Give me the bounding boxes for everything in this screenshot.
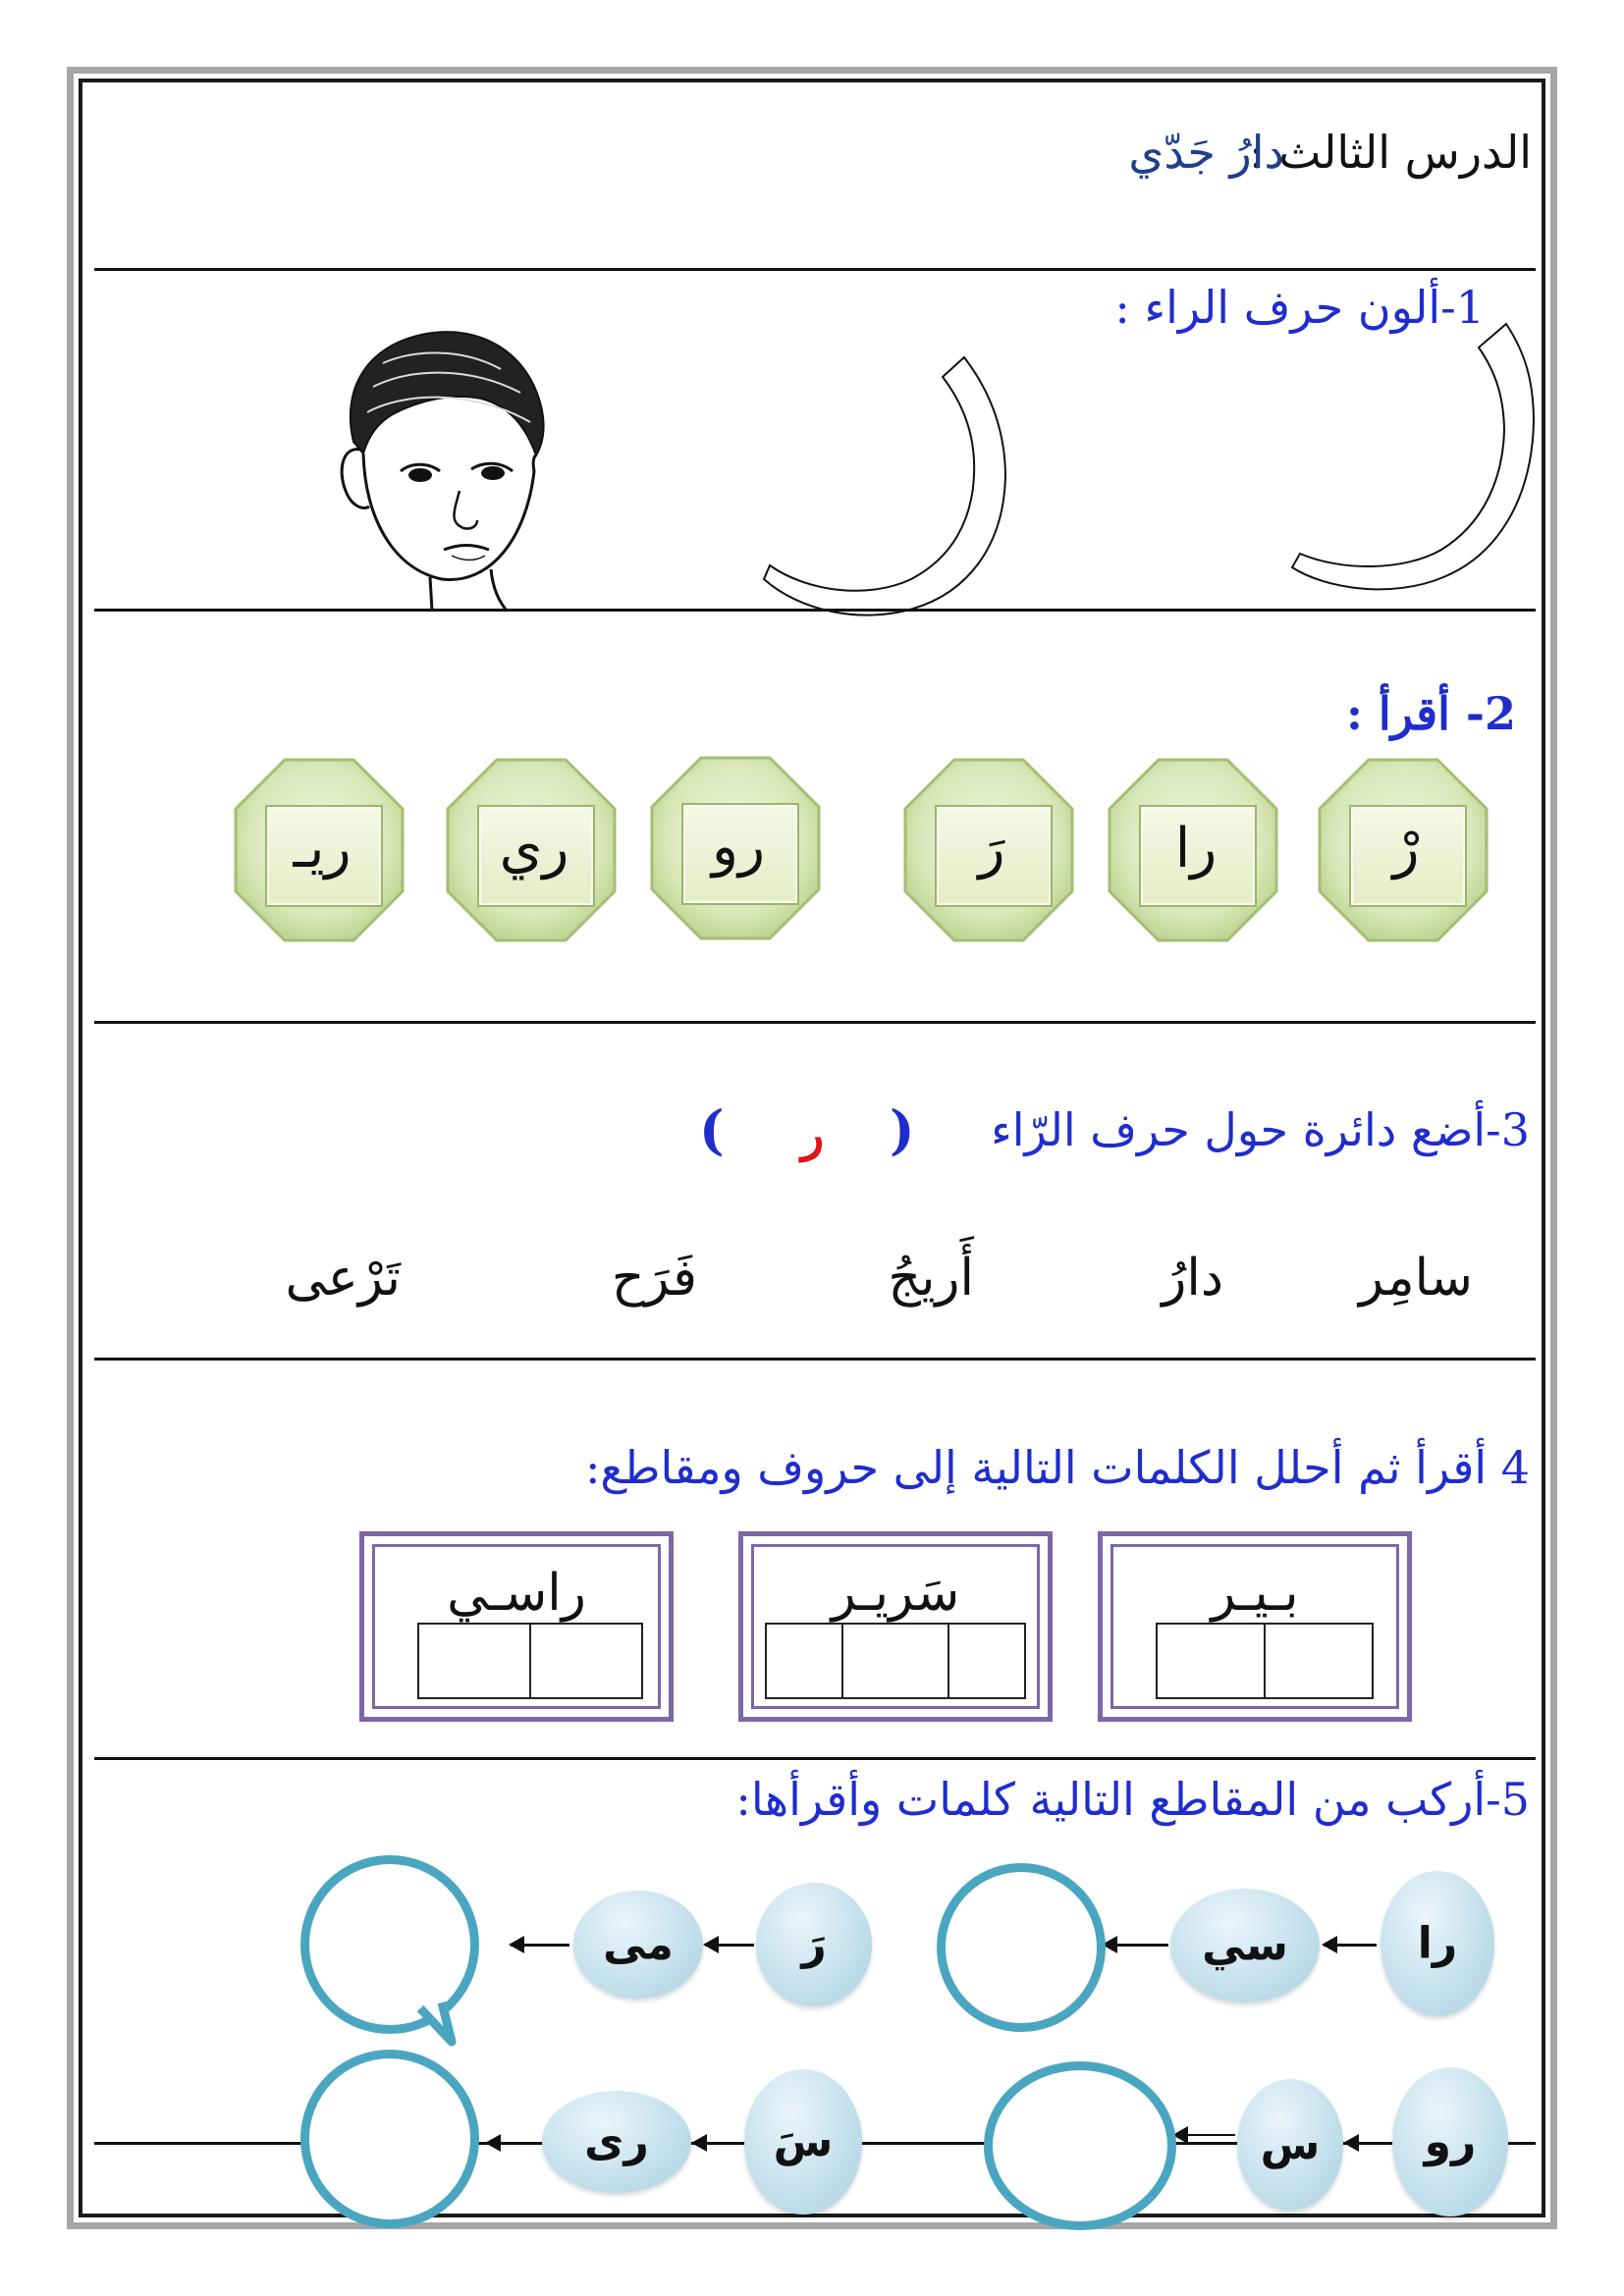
divider-3 [94, 1021, 1536, 1024]
arrow-left-icon [511, 1944, 569, 1947]
syllable-tile [648, 754, 823, 942]
syllable-oval: مى [573, 1891, 703, 1999]
ex2-title: 2- أقرأ : [1345, 687, 1516, 740]
ex3-word-3[interactable]: أَريجُ [888, 1249, 974, 1308]
syllable-oval: رو [1392, 2067, 1508, 2216]
ex1-title: 1-ألون حرف الراء : [1114, 281, 1485, 334]
ex4-title: 4 أقرأ ثم أحلل الكلمات التالية إلى حروف ومقاطع: [584, 1441, 1530, 1494]
ex5-title: 5-أركب من المقاطع التالية كلمات وأقرأها: [735, 1773, 1530, 1826]
syllable-tile-label: را [1174, 817, 1218, 881]
syllable-tile-label: ريـ [293, 817, 352, 881]
answer-circle[interactable] [984, 2061, 1176, 2230]
divider-5 [94, 1757, 1536, 1760]
speech-bubble-tail-icon [412, 1999, 481, 2057]
syllable-cell[interactable] [1264, 1623, 1374, 1699]
syllable-cell[interactable] [417, 1623, 531, 1699]
syllable-tile [1106, 756, 1280, 944]
ex3-word-5[interactable]: تَرْعى [285, 1249, 401, 1308]
word-box-3-word: راسـي [447, 1564, 586, 1623]
ex3-word-2[interactable]: دارُ [1162, 1249, 1223, 1308]
letter-ra-outline-icon-2 [756, 351, 1021, 616]
arrow-left-icon [1104, 1944, 1168, 1947]
ex3-word-4[interactable]: فَرَح [611, 1249, 697, 1308]
ex3-title: 3-أضع دائرة حول حرف الرّاء [991, 1103, 1530, 1156]
ex3-paren-open: ( [890, 1098, 915, 1161]
divider-4 [94, 1358, 1536, 1361]
divider-1 [94, 268, 1536, 271]
syllable-oval: رى [542, 2091, 691, 2193]
word-box-1-word: بـيـر [1211, 1564, 1299, 1623]
letter-ra-outline-icon [1286, 314, 1543, 609]
ex3-word-1[interactable]: سامِر [1359, 1249, 1473, 1308]
syllable-cell[interactable] [1156, 1623, 1266, 1699]
syllable-oval: سي [1170, 1889, 1320, 2002]
syllable-cell[interactable] [529, 1623, 643, 1699]
answer-speech-bubble[interactable] [300, 2050, 479, 2228]
syllable-oval: سَ [744, 2069, 862, 2215]
arrow-left-icon [1324, 1944, 1377, 1947]
syllable-tile-label: رْ [1392, 817, 1420, 881]
divider-2 [94, 609, 1536, 612]
syllable-cell[interactable] [947, 1623, 1026, 1699]
word-box-2 [738, 1531, 1053, 1722]
syllable-cell[interactable] [765, 1623, 843, 1699]
syllable-tile-label: ري [499, 817, 569, 881]
word-box-2-word: سَريـر [831, 1564, 960, 1623]
syllable-tile [1316, 756, 1490, 944]
arrow-left-icon [487, 2142, 540, 2145]
boy-face-drawing-icon [324, 324, 560, 611]
arrow-left-icon [693, 2142, 742, 2145]
syllable-oval: را [1380, 1871, 1494, 2016]
answer-circle[interactable] [937, 1863, 1106, 2032]
ex3-letter-ra: ر [801, 1107, 825, 1162]
syllable-oval: رَ [756, 1883, 872, 2006]
syllable-tile [232, 756, 406, 944]
word-box-3 [359, 1531, 674, 1722]
syllable-tile-label: رَ [978, 817, 1005, 881]
syllable-oval: س [1237, 2079, 1343, 2211]
arrow-left-icon [705, 1944, 754, 1947]
syllable-tile [901, 756, 1076, 944]
syllable-tile-label: رو [711, 815, 766, 879]
word-box-1 [1098, 1531, 1412, 1722]
syllable-tile [444, 756, 619, 944]
syllable-cell[interactable] [841, 1623, 949, 1699]
arrow-left-icon [1345, 2142, 1390, 2145]
ex3-paren-close: ) [699, 1098, 725, 1161]
lesson-title: دارُ جَدّي [1128, 126, 1284, 179]
lesson-label: الدرس الثالث : [1249, 126, 1532, 179]
double-arrow-left-icon [1174, 2134, 1235, 2136]
